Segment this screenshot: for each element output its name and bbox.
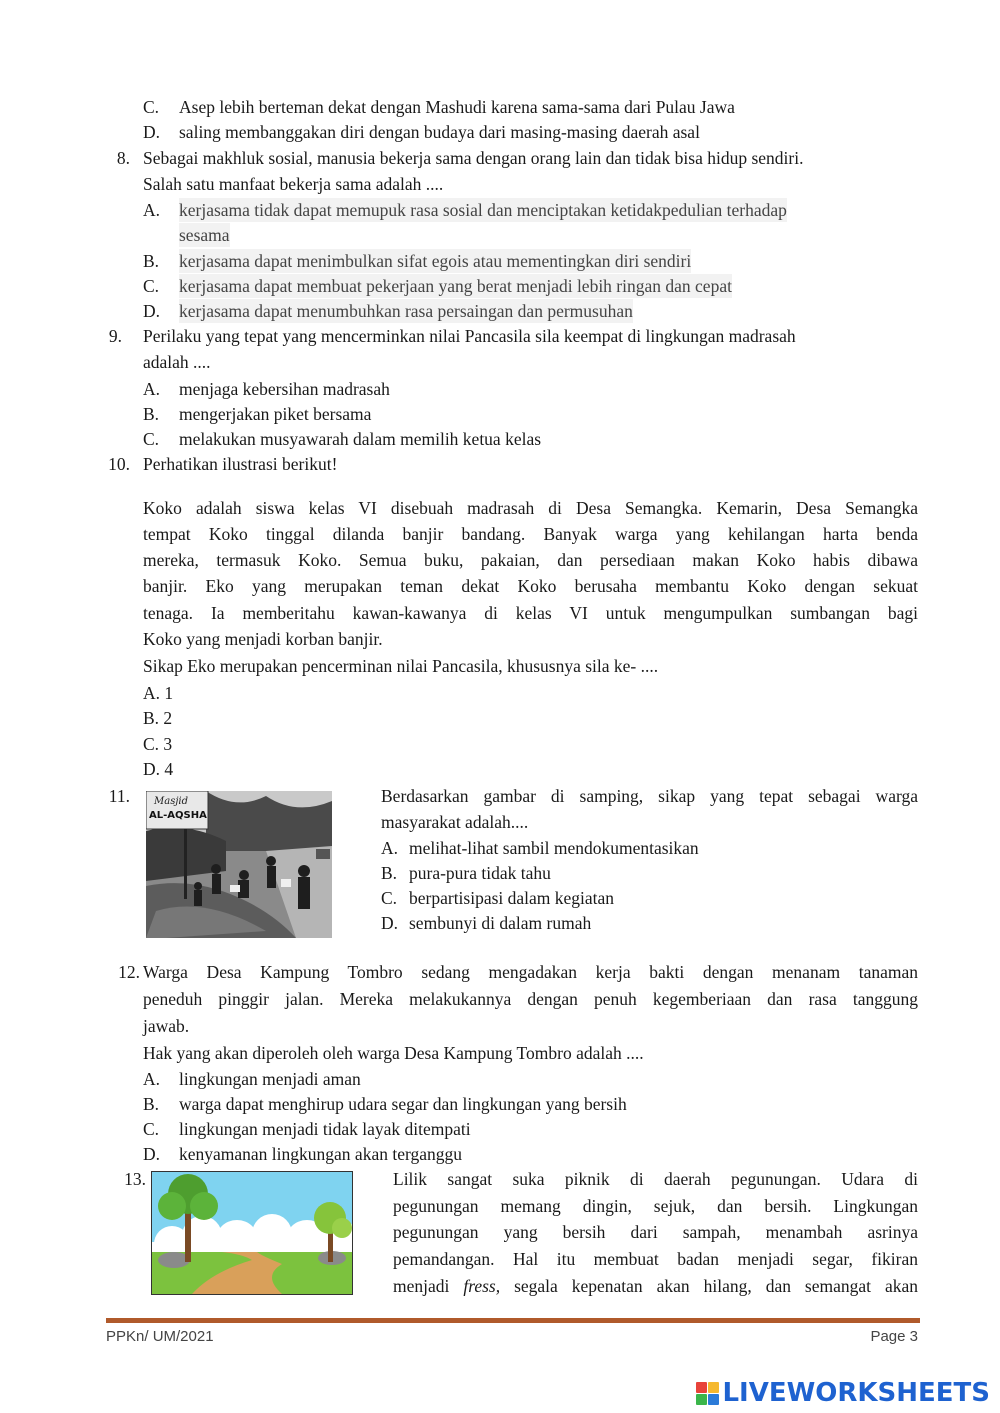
question-11-text: Berdasarkan gambar di samping, sikap yang tepat sebagai warga: [381, 786, 918, 806]
option-c-q12: C.: [143, 1119, 160, 1139]
option-b-q10: B. 2: [143, 708, 173, 728]
option-c-q7: C.: [143, 97, 160, 117]
story-line-2: tempat Koko tinggal dilanda banjir bandang. Banyak warga yang kehilangan harta benda: [143, 524, 918, 544]
option-c-text-q9: melakukan musyawarah dalam memilih ketua kelas: [179, 429, 542, 449]
story-line-4: banjir. Eko yang merupakan teman dekat Koko berusaha membantu Koko dengan sekuat: [143, 576, 918, 596]
question-8-text-2: Salah satu manfaat bekerja sama adalah ....: [143, 174, 444, 194]
liveworksheets-logo: [696, 1378, 990, 1408]
liveworksheets-icon: [696, 1382, 719, 1405]
option-d-text-q11: sembunyi di dalam rumah: [409, 913, 592, 933]
option-a-text-q9: menjaga kebersihan madrasah: [179, 379, 390, 399]
option-c-text-q11: berpartisipasi dalam kegiatan: [409, 888, 615, 908]
option-d-q10: D. 4: [143, 759, 174, 779]
question-12-text: Warga Desa Kampung Tombro sedang mengadakan kerja bakti dengan menanam tanaman: [143, 962, 918, 982]
question-10-intro: Perhatikan ilustrasi berikut!: [143, 454, 338, 474]
question-number-9: 9.: [108, 326, 122, 346]
option-d-text-q12: kenyamanan lingkungan akan terganggu: [179, 1144, 462, 1164]
q13-text-line-4: pemandangan. Hal itu membuat badan menjadi segar, fikiran: [393, 1249, 918, 1269]
question-9-text-2: adalah ....: [143, 352, 211, 372]
option-c-q8: C.: [143, 276, 160, 296]
story-line-1: Koko adalah siswa kelas VI disebuah madrasah di Desa Semangka. Kemarin, Desa Semangka: [143, 498, 918, 518]
q13-text-line-3: pegunungan yang bersih dari sampah, menambah asrinya: [393, 1222, 918, 1242]
story-line-6: Koko yang menjadi korban banjir.: [143, 629, 383, 649]
option-b-q8: B.: [143, 251, 160, 271]
option-c-q10: C. 3: [143, 734, 173, 754]
italic-word: fress,: [463, 1276, 501, 1296]
option-d-q8: D.: [143, 301, 161, 321]
option-b-text-q12: warga dapat menghirup udara segar dan lingkungan yang bersih: [179, 1094, 627, 1114]
option-c-text-q12: lingkungan menjadi tidak layak ditempati: [179, 1119, 471, 1139]
option-b-q11: B.: [381, 863, 398, 883]
option-a-text-q11: melihat-lihat sambil mendokumentasikan: [409, 838, 699, 858]
question-12-text-3: jawab.: [143, 1016, 190, 1036]
footer-rule: [106, 1318, 920, 1323]
story-line-3: mereka, termasuk Koko. Semua buku, pakaian, dan persediaan makan Koko habis dibawa: [143, 550, 918, 570]
photo-sign-line-1: Masjid: [154, 796, 189, 807]
mountain-landscape-illustration: [151, 1171, 353, 1295]
option-a-q12: A.: [143, 1069, 161, 1089]
option-b-text-q8: kerjasama dapat menimbulkan sifat egois atau mementingkan diri sendiri: [179, 251, 692, 271]
footer-page-number: Page 3: [870, 1328, 918, 1345]
question-12-text-2: peneduh pinggir jalan. Mereka melakukannya dengan penuh kegemberiaan dan rasa tanggung: [143, 989, 918, 1009]
option-d-text-q7: saling membanggakan diri dengan budaya dari masing-masing daerah asal: [179, 122, 700, 142]
option-a-q11: A.: [381, 838, 399, 858]
option-a-q9: A.: [143, 379, 161, 399]
q13-text-line-1: Lilik sangat suka piknik di daerah pegunungan. Udara di: [393, 1169, 918, 1189]
photo-sign-line-2: AL-AQSHA: [149, 810, 207, 821]
question-number-12: 12.: [118, 962, 140, 982]
question-number-8: 8.: [116, 148, 130, 168]
option-a-text-q12: lingkungan menjadi aman: [179, 1069, 361, 1089]
option-c-q11: C.: [381, 888, 398, 908]
question-number-11: 11.: [108, 786, 130, 806]
option-c-text-q7: Asep lebih berteman dekat dengan Mashudi karena sama-sama dari Pulau Jawa: [179, 97, 735, 117]
question-number-13: 13.: [124, 1169, 146, 1189]
question-11-text-2: masyarakat adalah....: [381, 812, 529, 832]
option-b-text-q11: pura-pura tidak tahu: [409, 863, 551, 883]
option-c-q9: C.: [143, 429, 160, 449]
question-number-10: 10.: [108, 454, 130, 474]
question-8-text: Sebagai makhluk sosial, manusia bekerja sama dengan orang lain dan tidak bisa hidup sendiri.: [143, 148, 804, 168]
option-a-text-q8: kerjasama tidak dapat memupuk rasa sosial dan menciptakan ketidakpedulian terhadap: [179, 200, 787, 220]
story-line-5: tenaga. Ia memberitahu kawan-kawanya di kelas VI untuk mengumpulkan sumbangan bagi: [143, 603, 918, 623]
option-a-text-q8-2: sesama: [179, 225, 230, 245]
footer-course-code: PPKn/ UM/2021: [106, 1328, 214, 1345]
option-d-text-q8: kerjasama dapat menumbuhkan rasa persaingan dan permusuhan: [179, 301, 633, 321]
option-d-q11: D.: [381, 913, 399, 933]
option-a-q8: A.: [143, 200, 161, 220]
option-c-text-q8: kerjasama dapat membuat pekerjaan yang berat menjadi lebih ringan dan cepat: [179, 276, 732, 296]
question-12-text-4: Hak yang akan diperoleh oleh warga Desa Kampung Tombro adalah ....: [143, 1043, 644, 1063]
question-9-text: Perilaku yang tepat yang mencerminkan nilai Pancasila sila keempat di lingkungan madrasah: [143, 326, 796, 346]
option-d-q12: D.: [143, 1144, 161, 1164]
option-b-q9: B.: [143, 404, 160, 424]
community-work-photo: [146, 791, 332, 938]
question-10-text: Sikap Eko merupakan pencerminan nilai Pancasila, khususnya sila ke- ....: [143, 656, 659, 676]
liveworksheets-wordmark: LIVEWORKSHEETS: [722, 1378, 990, 1408]
option-a-q10: A. 1: [143, 683, 174, 703]
option-b-q12: B.: [143, 1094, 160, 1114]
option-d-q7: D.: [143, 122, 161, 142]
q13-text-line-2: pegunungan memang dingin, sejuk, dan bersih. Lingkungan: [393, 1196, 918, 1216]
option-b-text-q9: mengerjakan piket bersama: [179, 404, 372, 424]
q13-text-line-5: menjadi fress, segala kepenatan akan hilang, dan semangat akan: [393, 1276, 918, 1296]
